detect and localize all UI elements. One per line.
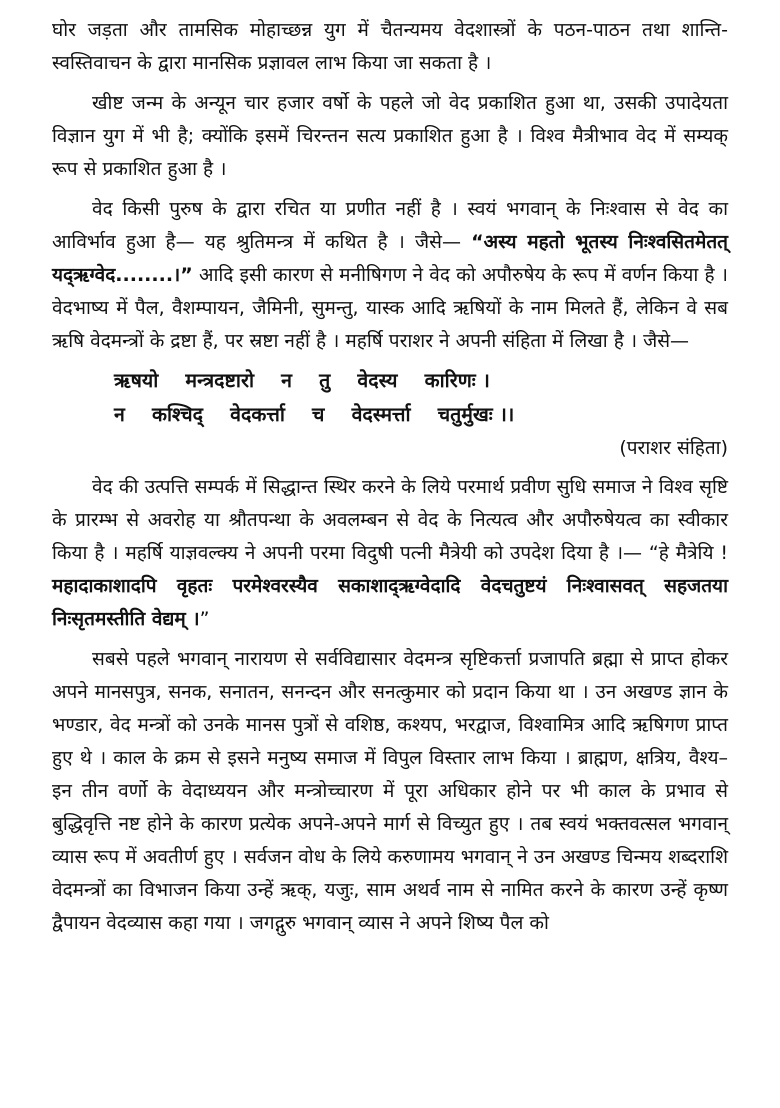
paragraph-4 — [52, 471, 728, 636]
verse-line-2: न कश्चिद् वेदकर्त्ता च वेदस्मर्त्ता चतुर्मुखः ।। — [114, 403, 515, 426]
parashara-verse — [114, 364, 728, 432]
verse-source: (पराशर संहिता) — [619, 437, 728, 459]
paragraph-1: घोर जड़ता और तामसिक मोहाच्छन्न युग में चैतन्यमय वेदशास्त्रों के पठन-पाठन तथा शान्ति-स्वस्तिवाचन के द्वारा मानसिक प्रज्ञावल लाभ किया जा सकता है । — [52, 19, 728, 74]
paragraph-5: सबसे पहले भगवान् नारायण से सर्वविद्यासार वेदमन्त्र सृष्टिकर्त्ता प्रजापति ब्रह्मा से प्राप्त होकर अपने मानसपुत्र, सनक, सनातन, सनन्दन और सनत्कुमार को प्रदान किया था । उन अखण्ड ज्ञान के भण्डार, वेद मन्त्रों को उनके मानस पुत्रों से वशिष्ठ, कश्यप, भरद्वाज, विश्वामित्र आदि ऋषिगण प्राप्त हुए थे । काल के क्रम से इसने मनुष्य समाज में विपुल विस्तार लाभ किया । ब्राह्मण, क्षत्रिय, वैश्य– इन तीन वर्णो के वेदाध्ययन और मन्त्रोच्चारण में पूरा अधिकार होने पर भी काल के प्रभाव से बुद्धिवृत्ति नष्ट होने के कारण प्रत्येक अपने-अपने मार्ग से विच्युत हुए । तब स्वयं भक्तवत्सल भगवान् व्यास रूप में अवतीर्ण हुए । सर्वजन वोध के लिये करुणामय भगवान् ने उन अखण्ड चिन्मय शब्दराशि वेदमन्त्रों का विभाजन किया उन्हें ऋक्, यजुः, साम अथर्व नाम से नामित करने के कारण उन्हें कृष्ण द्वैपायन वेदव्यास कहा गया । जगद्गुरु भगवान् व्यास ने अपने शिष्य पैल को — [52, 648, 728, 934]
paragraph-3-text-a: वेद किसी पुरुष के द्वारा रचित या प्रणीत नहीं है । स्वयं भगवान् के निःश्वास से वेद का आविर्भाव हुआ है— यह श्रुतिमन्त्र में कथित है । जैसे— — [52, 198, 728, 253]
paragraph-2: खीष्ट जन्म के अन्यून चार हजार वर्षो के पहले जो वेद प्रकाशित हुआ था, उसकी उपादेयता विज्ञान युग में भी है; क्योंकि इसमें चिरन्तन सत्य प्रकाशित हुआ है । विश्व मैत्रीभाव वेद में सम्यक् रूप से प्रकाशित हुआ है । — [52, 92, 728, 180]
paragraph-4-text-a: वेद की उत्पत्ति सम्पर्क में सिद्धान्त स्थिर करने के लिये परमार्थ प्रवीण सुधि समाज ने विश्व सृष्टि के प्रारम्भ से अवरोह या श्रौतपन्था के अवलम्बन से वेद के नित्यत्व और अपौरुषेयत्व का स्वीकार किया है । महर्षि याज्ञवल्क्य ने अपनी परमा विदुषी पत्नी मैत्रेयी को उपदेश दिया है ।— “हे मैत्रेयि ! — [52, 476, 728, 564]
paragraph-4-text-b: ” — [199, 608, 210, 630]
paragraph-3 — [52, 193, 728, 358]
yajnavalkya-quote: महादाकाशादपि वृहतः परमेश्वरस्यैव सकाशाद्ऋग्वेदादि वेदचतुष्टयं निःश्वासवत् सहजतया निःसृतमस्तीति वेद्यम् । — [52, 575, 728, 630]
paragraph-3-text-b: आदि इसी कारण से मनीषिगण ने वेद को अपौरुषेय के रूप में वर्णन किया है । वेदभाष्य में पैल, वैशम्पायन, जैमिनी, सुमन्तु, यास्क आदि ऋषियों के नाम मिलते हैं, लेकिन वे सब ऋषि वेदमन्त्रों के द्रष्टा हैं, पर स्रष्टा नहीं है । महर्षि पराशर ने अपनी संहिता में लिखा है । जैसे— — [52, 264, 728, 352]
verse-line-1: ऋषयो मन्त्रदष्टारो न तु वेदस्य कारिणः । — [114, 369, 490, 392]
shruti-quote: “अस्य महतो भूतस्य निःश्वसितमेतत् यद्ऋग्वेद........।” — [52, 231, 728, 286]
